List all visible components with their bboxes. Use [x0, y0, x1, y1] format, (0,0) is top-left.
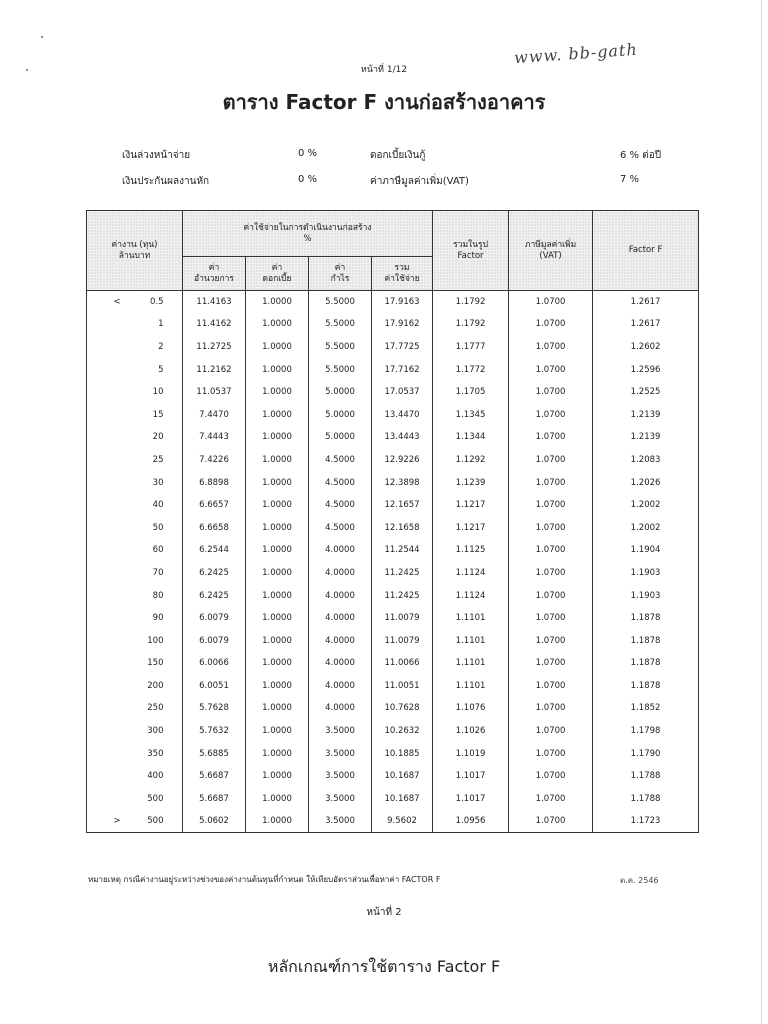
cost-cell — [87, 291, 183, 314]
vat-cell: 1.0700 — [509, 742, 593, 765]
loan-interest-value: 6 % ต่อปี — [620, 150, 662, 161]
table-row — [87, 403, 699, 426]
vat-cell: 1.0700 — [509, 358, 593, 381]
cost-cell — [87, 652, 183, 675]
cost-cell — [87, 562, 183, 585]
cost-cell — [87, 313, 183, 336]
total-factor-cell: 1.1777 — [433, 336, 509, 359]
total-factor-cell: 1.1101 — [433, 675, 509, 698]
total-expense-cell: 10.2632 — [372, 720, 433, 743]
operation-cell: 11.2162 — [183, 358, 246, 381]
interest-cell: 1.0000 — [246, 313, 309, 336]
total-expense-cell: 12.9226 — [372, 449, 433, 472]
total-factor-cell: 1.1217 — [433, 494, 509, 517]
cost-value: 50 — [152, 522, 164, 533]
total-factor-cell: 1.1792 — [433, 291, 509, 314]
cost-cell — [87, 607, 183, 630]
interest-cell: 1.0000 — [246, 584, 309, 607]
operation-cell: 5.6687 — [183, 765, 246, 788]
interest-cell: 1.0000 — [246, 471, 309, 494]
cost-cell — [87, 765, 183, 788]
total-factor-cell: 1.1792 — [433, 313, 509, 336]
operation-cell: 6.2544 — [183, 539, 246, 562]
profit-cell: 4.0000 — [309, 675, 372, 698]
cost-value: 90 — [152, 613, 164, 624]
total-expense-cell: 17.7725 — [372, 336, 433, 359]
total-factor-cell: 1.1345 — [433, 403, 509, 426]
operation-cell: 5.6885 — [183, 742, 246, 765]
operation-cell: 6.2425 — [183, 584, 246, 607]
profit-cell: 4.0000 — [309, 562, 372, 585]
header-total-factor: รวมในรูป Factor — [433, 211, 509, 291]
total-expense-cell: 10.1687 — [372, 765, 433, 788]
interest-cell: 1.0000 — [246, 516, 309, 539]
total-expense-cell: 10.1687 — [372, 788, 433, 811]
operation-cell: 6.6657 — [183, 494, 246, 517]
operation-cell: 6.0079 — [183, 607, 246, 630]
table-row — [87, 336, 699, 359]
vat-cell: 1.0700 — [509, 336, 593, 359]
next-page-heading: หลักเกณฑ์การใช้ตาราง Factor F — [267, 957, 501, 976]
interest-cell: 1.0000 — [246, 788, 309, 811]
vat-cell: 1.0700 — [509, 788, 593, 811]
vat-cell: 1.0700 — [509, 720, 593, 743]
factor-f-cell: 1.2602 — [593, 336, 699, 359]
total-expense-cell: 9.5602 — [372, 810, 433, 833]
interest-cell: 1.0000 — [246, 381, 309, 404]
interest-cell: 1.0000 — [246, 494, 309, 517]
factor-f-cell: 1.2617 — [593, 313, 699, 336]
profit-cell: 5.0000 — [309, 403, 372, 426]
total-expense-cell: 17.9163 — [372, 291, 433, 314]
table-row — [87, 494, 699, 517]
table-row — [87, 539, 699, 562]
cost-value: 200 — [147, 680, 164, 691]
cost-value: 350 — [147, 748, 164, 759]
cost-cell — [87, 697, 183, 720]
vat-cell: 1.0700 — [509, 471, 593, 494]
total-factor-cell: 1.1019 — [433, 742, 509, 765]
interest-cell: 1.0000 — [246, 675, 309, 698]
profit-cell: 4.0000 — [309, 697, 372, 720]
cost-value: 500 — [147, 793, 164, 804]
cost-cell — [87, 629, 183, 652]
operation-cell: 5.6687 — [183, 788, 246, 811]
table-row — [87, 426, 699, 449]
total-expense-cell: 11.2425 — [372, 562, 433, 585]
operation-cell: 7.4443 — [183, 426, 246, 449]
profit-cell: 3.5000 — [309, 788, 372, 811]
operation-cell: 5.7632 — [183, 720, 246, 743]
header-vat: ภาษีมูลค่าเพิ่ม (VAT) — [509, 211, 593, 291]
table-row — [87, 313, 699, 336]
handwritten-url: www. bb-gath — [513, 39, 639, 68]
table-row — [87, 675, 699, 698]
total-expense-cell: 11.2425 — [372, 584, 433, 607]
cost-value: 80 — [152, 590, 164, 601]
profit-cell: 3.5000 — [309, 765, 372, 788]
vat-cell: 1.0700 — [509, 697, 593, 720]
profit-cell: 5.5000 — [309, 313, 372, 336]
interest-cell: 1.0000 — [246, 652, 309, 675]
factor-f-cell: 1.1903 — [593, 584, 699, 607]
header-expense-group: ค่าใช้จ่ายในการดำเนินงานก่อสร้าง % — [183, 211, 433, 257]
cost-cell — [87, 494, 183, 517]
total-factor-cell: 1.1239 — [433, 471, 509, 494]
factor-f-cell: 1.2617 — [593, 291, 699, 314]
operation-cell: 5.0602 — [183, 810, 246, 833]
table-row — [87, 607, 699, 630]
total-expense-cell: 12.1657 — [372, 494, 433, 517]
interest-cell: 1.0000 — [246, 336, 309, 359]
total-expense-cell: 13.4443 — [372, 426, 433, 449]
cost-value: 1 — [158, 319, 164, 330]
table-row — [87, 584, 699, 607]
total-factor-cell: 1.0956 — [433, 810, 509, 833]
factor-f-cell: 1.2002 — [593, 516, 699, 539]
interest-cell: 1.0000 — [246, 403, 309, 426]
cost-value: 70 — [152, 567, 164, 578]
factor-f-cell: 1.1798 — [593, 720, 699, 743]
operation-cell: 6.2425 — [183, 562, 246, 585]
total-expense-cell: 11.0051 — [372, 675, 433, 698]
factor-f-cell: 1.1852 — [593, 697, 699, 720]
factor-f-cell: 1.2083 — [593, 449, 699, 472]
vat-cell: 1.0700 — [509, 494, 593, 517]
header-profit: ค่า กำไร — [309, 257, 372, 291]
total-expense-cell: 17.9162 — [372, 313, 433, 336]
factor-f-cell: 1.2139 — [593, 426, 699, 449]
vat-cell: 1.0700 — [509, 584, 593, 607]
operation-cell: 6.0066 — [183, 652, 246, 675]
profit-cell: 4.5000 — [309, 494, 372, 517]
cost-value: 25 — [152, 454, 164, 465]
profit-cell: 5.0000 — [309, 426, 372, 449]
profit-cell: 4.0000 — [309, 629, 372, 652]
table-row — [87, 742, 699, 765]
header-interest: ค่า ดอกเบี้ย — [246, 257, 309, 291]
factor-f-cell: 1.2002 — [593, 494, 699, 517]
factor-f-cell: 1.2525 — [593, 381, 699, 404]
cost-cell — [87, 426, 183, 449]
vat-cell: 1.0700 — [509, 675, 593, 698]
cost-value: 10 — [152, 387, 164, 398]
total-factor-cell: 1.1292 — [433, 449, 509, 472]
cost-cell — [87, 742, 183, 765]
vat-cell: 1.0700 — [509, 765, 593, 788]
operation-cell: 6.6658 — [183, 516, 246, 539]
total-factor-cell: 1.1705 — [433, 381, 509, 404]
cost-value: 0.5 — [149, 297, 164, 308]
vat-cell: 1.0700 — [509, 652, 593, 675]
page-edge — [761, 0, 762, 1024]
retention-value: 0 % — [298, 174, 318, 185]
factor-f-cell: 1.2139 — [593, 403, 699, 426]
loan-interest-label: ดอกเบี้ยเงินกู้ — [370, 150, 426, 161]
profit-cell: 4.0000 — [309, 607, 372, 630]
factor-f-table — [86, 210, 699, 833]
header-operation: ค่า อำนวยการ — [183, 257, 246, 291]
advance-payment-value: 0 % — [298, 148, 318, 159]
operation-cell: 5.7628 — [183, 697, 246, 720]
factor-f-cell: 1.1904 — [593, 539, 699, 562]
operation-cell: 11.4163 — [183, 291, 246, 314]
cost-cell — [87, 788, 183, 811]
operation-cell: 11.0537 — [183, 381, 246, 404]
table-row — [87, 788, 699, 811]
total-expense-cell: 12.3898 — [372, 471, 433, 494]
factor-f-cell: 1.2596 — [593, 358, 699, 381]
factor-f-cell: 1.1723 — [593, 810, 699, 833]
page-number: หน้าที่ 1/12 — [360, 65, 408, 75]
vat-value: 7 % — [620, 174, 640, 185]
cost-cell — [87, 810, 183, 833]
profit-cell: 4.5000 — [309, 516, 372, 539]
operation-cell: 6.0079 — [183, 629, 246, 652]
interest-cell: 1.0000 — [246, 742, 309, 765]
cost-value: 15 — [152, 409, 164, 420]
profit-cell: 3.5000 — [309, 810, 372, 833]
factor-f-cell: 1.1903 — [593, 562, 699, 585]
vat-cell: 1.0700 — [509, 449, 593, 472]
table-row — [87, 765, 699, 788]
table-row — [87, 381, 699, 404]
total-expense-cell: 11.0066 — [372, 652, 433, 675]
cost-value: 5 — [158, 364, 164, 375]
profit-cell: 5.0000 — [309, 381, 372, 404]
vat-cell: 1.0700 — [509, 291, 593, 314]
total-factor-cell: 1.1772 — [433, 358, 509, 381]
table-row — [87, 697, 699, 720]
vat-cell: 1.0700 — [509, 810, 593, 833]
operation-cell: 6.0051 — [183, 675, 246, 698]
footnote-date: ต.ค. 2546 — [620, 876, 659, 885]
interest-cell: 1.0000 — [246, 697, 309, 720]
cost-cell — [87, 516, 183, 539]
total-expense-cell: 13.4470 — [372, 403, 433, 426]
table-row — [87, 629, 699, 652]
vat-cell: 1.0700 — [509, 562, 593, 585]
limit-symbol: > — [113, 816, 121, 827]
table-row — [87, 652, 699, 675]
total-expense-cell: 17.7162 — [372, 358, 433, 381]
scan-speck — [41, 36, 43, 38]
interest-cell: 1.0000 — [246, 765, 309, 788]
interest-cell: 1.0000 — [246, 810, 309, 833]
vat-cell: 1.0700 — [509, 629, 593, 652]
advance-payment-label: เงินล่วงหน้าจ่าย — [122, 150, 191, 161]
cost-cell — [87, 381, 183, 404]
profit-cell: 4.0000 — [309, 584, 372, 607]
table-row — [87, 810, 699, 833]
cost-cell — [87, 675, 183, 698]
interest-cell: 1.0000 — [246, 720, 309, 743]
total-expense-cell: 12.1658 — [372, 516, 433, 539]
operation-cell: 7.4226 — [183, 449, 246, 472]
cost-cell — [87, 336, 183, 359]
total-factor-cell: 1.1026 — [433, 720, 509, 743]
operation-cell: 11.4162 — [183, 313, 246, 336]
footnote: หมายเหตุ กรณีค่างานอยู่ระหว่างช่วงของค่างานต้นทุนที่กำหนด ให้เทียบอัตราส่วนเพื่อหาค่า FACTOR F — [88, 875, 441, 884]
vat-cell: 1.0700 — [509, 516, 593, 539]
cost-value: 150 — [147, 658, 164, 669]
total-expense-cell: 10.7628 — [372, 697, 433, 720]
profit-cell: 4.5000 — [309, 449, 372, 472]
factor-f-cell: 1.2026 — [593, 471, 699, 494]
factor-f-cell: 1.1788 — [593, 788, 699, 811]
next-page-number: หน้าที่ 2 — [366, 907, 402, 918]
vat-cell: 1.0700 — [509, 607, 593, 630]
cost-value: 300 — [147, 726, 164, 737]
total-factor-cell: 1.1344 — [433, 426, 509, 449]
interest-cell: 1.0000 — [246, 629, 309, 652]
cost-value: 30 — [152, 477, 164, 488]
total-expense-cell: 11.0079 — [372, 607, 433, 630]
table-row — [87, 449, 699, 472]
cost-value: 100 — [147, 635, 164, 646]
cost-cell — [87, 539, 183, 562]
table-row — [87, 562, 699, 585]
cost-cell — [87, 403, 183, 426]
vat-cell: 1.0700 — [509, 381, 593, 404]
cost-value: 500 — [147, 816, 164, 827]
total-expense-cell: 11.2544 — [372, 539, 433, 562]
total-factor-cell: 1.1124 — [433, 562, 509, 585]
interest-cell: 1.0000 — [246, 426, 309, 449]
profit-cell: 5.5000 — [309, 336, 372, 359]
factor-f-cell: 1.1878 — [593, 607, 699, 630]
cost-value: 20 — [152, 432, 164, 443]
cost-cell — [87, 584, 183, 607]
vat-cell: 1.0700 — [509, 539, 593, 562]
table-row — [87, 720, 699, 743]
interest-cell: 1.0000 — [246, 607, 309, 630]
total-expense-cell: 17.0537 — [372, 381, 433, 404]
total-expense-cell: 11.0079 — [372, 629, 433, 652]
cost-cell — [87, 471, 183, 494]
interest-cell: 1.0000 — [246, 358, 309, 381]
interest-cell: 1.0000 — [246, 449, 309, 472]
total-expense-cell: 10.1885 — [372, 742, 433, 765]
cost-value: 60 — [152, 545, 164, 556]
limit-symbol: < — [113, 297, 121, 308]
table-row — [87, 516, 699, 539]
interest-cell: 1.0000 — [246, 562, 309, 585]
total-factor-cell: 1.1125 — [433, 539, 509, 562]
cost-value: 400 — [147, 771, 164, 782]
total-factor-cell: 1.1101 — [433, 652, 509, 675]
retention-label: เงินประกันผลงานหัก — [122, 176, 210, 187]
total-factor-cell: 1.1076 — [433, 697, 509, 720]
factor-f-cell: 1.1878 — [593, 652, 699, 675]
total-factor-cell: 1.1017 — [433, 788, 509, 811]
profit-cell: 5.5000 — [309, 358, 372, 381]
vat-cell: 1.0700 — [509, 313, 593, 336]
vat-cell: 1.0700 — [509, 403, 593, 426]
vat-label: ค่าภาษีมูลค่าเพิ่ม(VAT) — [370, 176, 469, 187]
document-title: ตาราง Factor F งานก่อสร้างอาคาร — [222, 90, 546, 114]
interest-cell: 1.0000 — [246, 291, 309, 314]
total-factor-cell: 1.1101 — [433, 629, 509, 652]
total-factor-cell: 1.1124 — [433, 584, 509, 607]
factor-f-cell: 1.1790 — [593, 742, 699, 765]
profit-cell: 4.0000 — [309, 539, 372, 562]
header-total-expense: รวม ค่าใช้จ่าย — [372, 257, 433, 291]
cost-value: 40 — [152, 500, 164, 511]
cost-value: 2 — [158, 341, 164, 352]
profit-cell: 4.0000 — [309, 652, 372, 675]
table-row — [87, 291, 699, 314]
total-factor-cell: 1.1017 — [433, 765, 509, 788]
profit-cell: 3.5000 — [309, 720, 372, 743]
cost-cell — [87, 720, 183, 743]
operation-cell: 6.8898 — [183, 471, 246, 494]
factor-f-cell: 1.1878 — [593, 675, 699, 698]
table-row — [87, 471, 699, 494]
cost-cell — [87, 449, 183, 472]
cost-value: 250 — [147, 703, 164, 714]
profit-cell: 3.5000 — [309, 742, 372, 765]
operation-cell: 7.4470 — [183, 403, 246, 426]
total-factor-cell: 1.1101 — [433, 607, 509, 630]
profit-cell: 4.5000 — [309, 471, 372, 494]
total-factor-cell: 1.1217 — [433, 516, 509, 539]
header-cost: ค่างาน (ทุน) ล้านบาท — [87, 211, 183, 291]
cost-cell — [87, 358, 183, 381]
header-factor-f: Factor F — [593, 211, 699, 291]
operation-cell: 11.2725 — [183, 336, 246, 359]
factor-f-cell: 1.1878 — [593, 629, 699, 652]
profit-cell: 5.5000 — [309, 291, 372, 314]
interest-cell: 1.0000 — [246, 539, 309, 562]
vat-cell: 1.0700 — [509, 426, 593, 449]
factor-f-cell: 1.1788 — [593, 765, 699, 788]
table-row — [87, 358, 699, 381]
